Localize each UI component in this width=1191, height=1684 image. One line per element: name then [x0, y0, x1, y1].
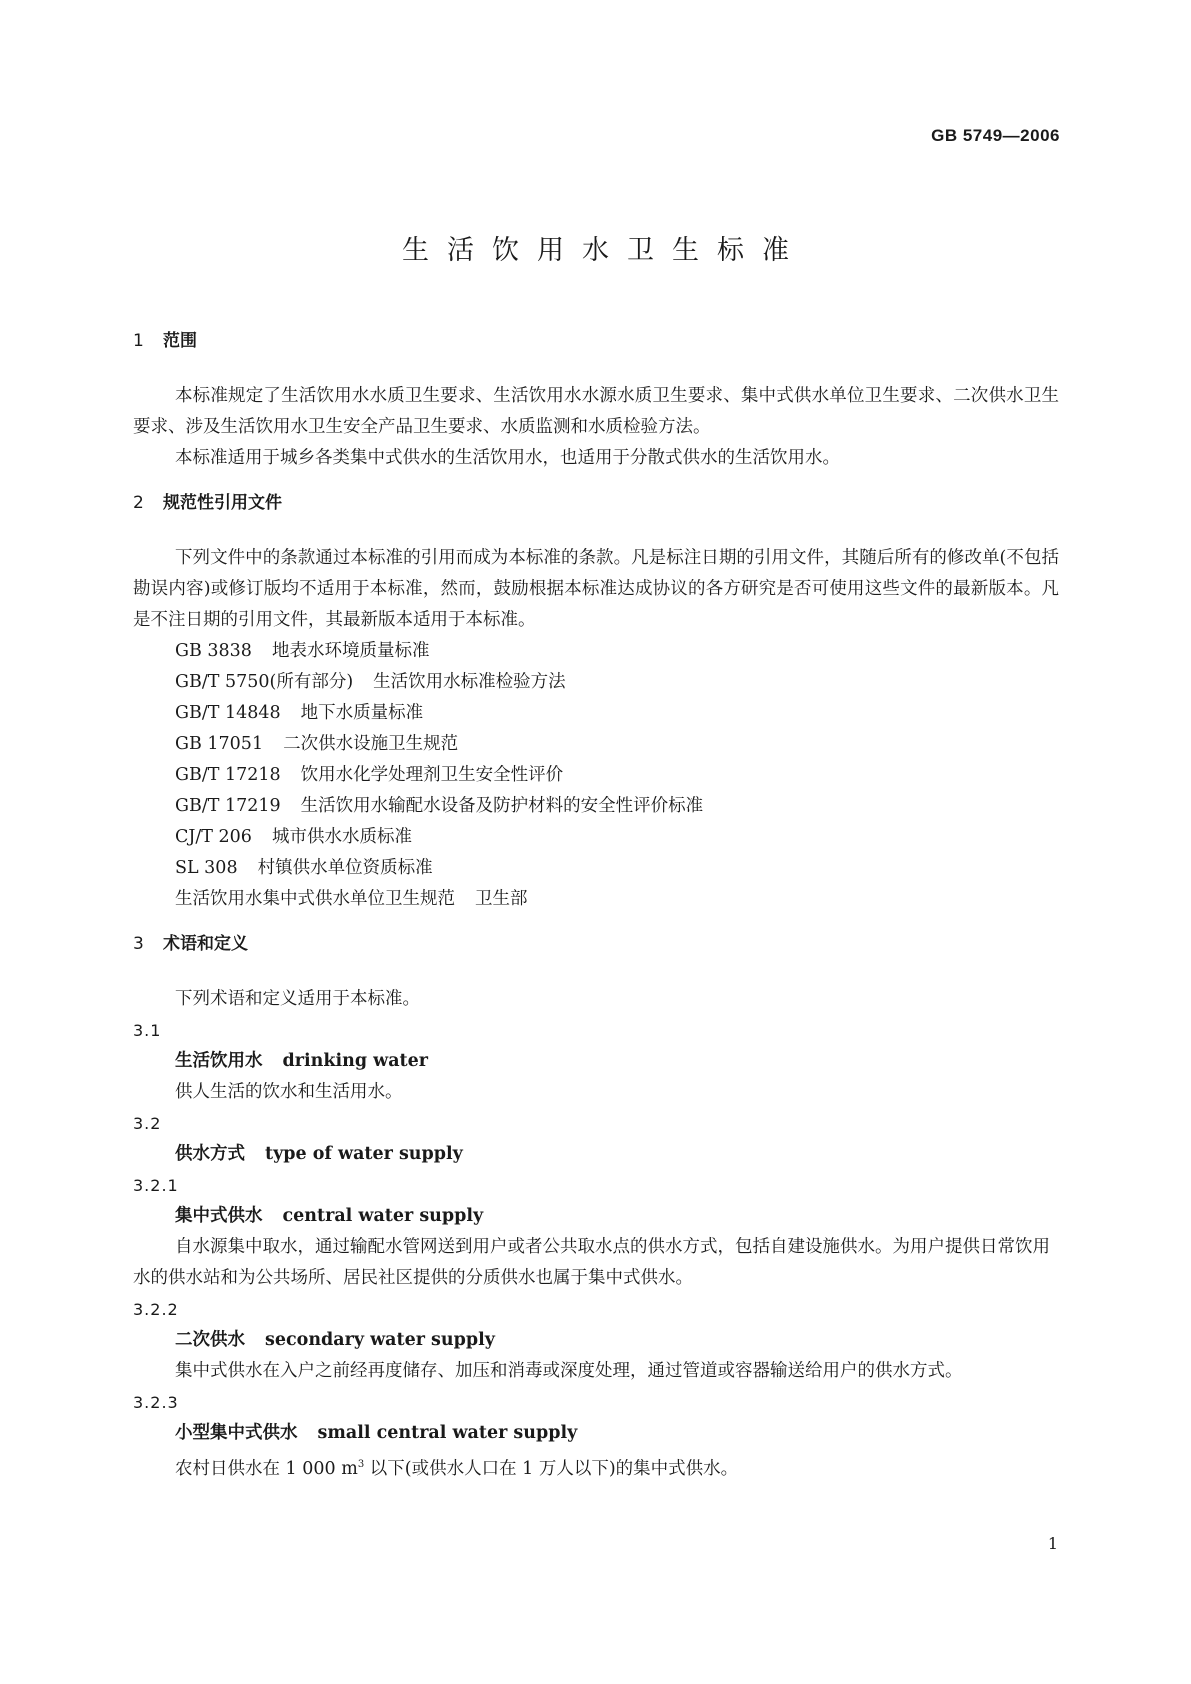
clause-number: 3.2: [133, 1114, 162, 1133]
section-title: 范围: [163, 331, 197, 351]
clause-number: 3.1: [133, 1021, 162, 1040]
clause-number: 3.2.2: [133, 1300, 179, 1319]
section-number: 3: [133, 934, 144, 954]
reference-item: [133, 729, 1059, 760]
reference-name: 生活饮用水输配水设备及防护材料的安全性评价标准: [300, 796, 704, 816]
reference-code: GB/T 17219: [175, 796, 281, 816]
term-english: small central water supply: [317, 1423, 578, 1443]
term-definition: 自水源集中取水，通过输配水管网送到用户或者公共取水点的供水方式，包括自建设施供水。为用户提供日常饮用水的供水站和为公共场所、居民社区提供的分质供水也属于集中式供水。: [133, 1237, 1050, 1288]
reference-code: GB 3838: [175, 641, 252, 661]
term-english: type of water supply: [265, 1144, 463, 1164]
reference-code: GB/T 17218: [175, 765, 281, 785]
section-number: 2: [133, 493, 144, 513]
reference-item: [133, 853, 1059, 884]
reference-item: [133, 822, 1059, 853]
paragraph: 本标准规定了生活饮用水水质卫生要求、生活饮用水水源水质卫生要求、集中式供水单位卫生要求、二次供水卫生要求、涉及生活饮用水卫生安全产品卫生要求、水质监测和水质检验方法。: [133, 386, 1059, 437]
definition-text: 以下(或供水人口在 1 万人以下)的集中式供水。: [364, 1458, 739, 1479]
reference-name: 二次供水设施卫生规范: [283, 734, 459, 754]
reference-code: SL 308: [175, 858, 238, 878]
document-body: [133, 326, 1059, 1485]
term-definition: [133, 1449, 1059, 1485]
reference-code: GB/T 5750(所有部分): [175, 672, 354, 692]
reference-code: 生活饮用水集中式供水单位卫生规范: [175, 889, 455, 909]
reference-item: [133, 698, 1059, 729]
reference-item: [133, 884, 1059, 915]
section-title: 规范性引用文件: [163, 493, 282, 513]
term-english: drinking water: [282, 1051, 428, 1071]
term-english: secondary water supply: [265, 1330, 495, 1350]
term-chinese: 供水方式: [175, 1144, 245, 1164]
term-english: central water supply: [282, 1206, 484, 1226]
section-title: 术语和定义: [163, 934, 248, 954]
page-number: 1: [1047, 1534, 1058, 1553]
scope-paragraphs: [133, 381, 1059, 474]
reference-name: 城市供水水质标准: [271, 827, 412, 847]
reference-name: 村镇供水单位资质标准: [257, 858, 433, 878]
term-chinese: 小型集中式供水: [175, 1423, 298, 1443]
section-heading-terms-definitions: [133, 929, 1059, 960]
paragraph: 下列术语和定义适用于本标准。: [175, 989, 420, 1009]
term-definition: 供人生活的饮水和生活用水。: [175, 1082, 403, 1102]
paragraph: 下列文件中的条款通过本标准的引用而成为本标准的条款。凡是标注日期的引用文件，其随后所有的修改单(不包括勘误内容)或修订版均不适用于本标准，然而，鼓励根据本标准达成协议的各方研究是否可使用这些文件的最新版本。凡是不注日期的引用文件，其最新版本适用于本标准。: [133, 548, 1059, 630]
definition-text: 农村日供水在 1 000 m: [175, 1458, 358, 1479]
term-entry: [133, 1418, 1059, 1449]
term-chinese: 集中式供水: [175, 1206, 263, 1226]
term-entry: [133, 1325, 1059, 1356]
reference-code: CJ/T 206: [175, 827, 252, 847]
term-chinese: 生活饮用水: [175, 1051, 263, 1071]
term-definition: 集中式供水在入户之前经再度储存、加压和消毒或深度处理，通过管道或容器输送给用户的供水方式。: [175, 1361, 963, 1381]
reference-name: 地下水质量标准: [300, 703, 424, 723]
reference-item: [133, 791, 1059, 822]
section-number: 1: [133, 331, 144, 351]
reference-name: 卫生部: [475, 889, 528, 909]
reference-code: GB/T 14848: [175, 703, 281, 723]
paragraph: 本标准适用于城乡各类集中式供水的生活饮用水，也适用于分散式供水的生活饮用水。: [175, 448, 840, 468]
reference-name: 饮用水化学处理剂卫生安全性评价: [300, 765, 564, 785]
term-entry: [133, 1201, 1059, 1232]
document-title: 生活饮用水卫生标准: [402, 235, 807, 266]
term-chinese: 二次供水: [175, 1330, 245, 1350]
reference-item: [133, 760, 1059, 791]
section-heading-normative-references: [133, 488, 1059, 519]
reference-list: [133, 636, 1059, 915]
section-heading-scope: [133, 326, 1059, 357]
reference-item: [133, 636, 1059, 667]
reference-name: 地表水环境质量标准: [271, 641, 430, 661]
reference-item: [133, 667, 1059, 698]
reference-name: 生活饮用水标准检验方法: [373, 672, 566, 692]
term-entry: [133, 1046, 1059, 1077]
clause-number: 3.2.3: [133, 1393, 179, 1412]
clause-number: 3.2.1: [133, 1176, 179, 1195]
standard-code: GB 5749—2006: [931, 126, 1060, 145]
term-entry: [133, 1139, 1059, 1170]
reference-code: GB 17051: [175, 734, 264, 754]
superscript-exponent: 3: [357, 1459, 365, 1470]
